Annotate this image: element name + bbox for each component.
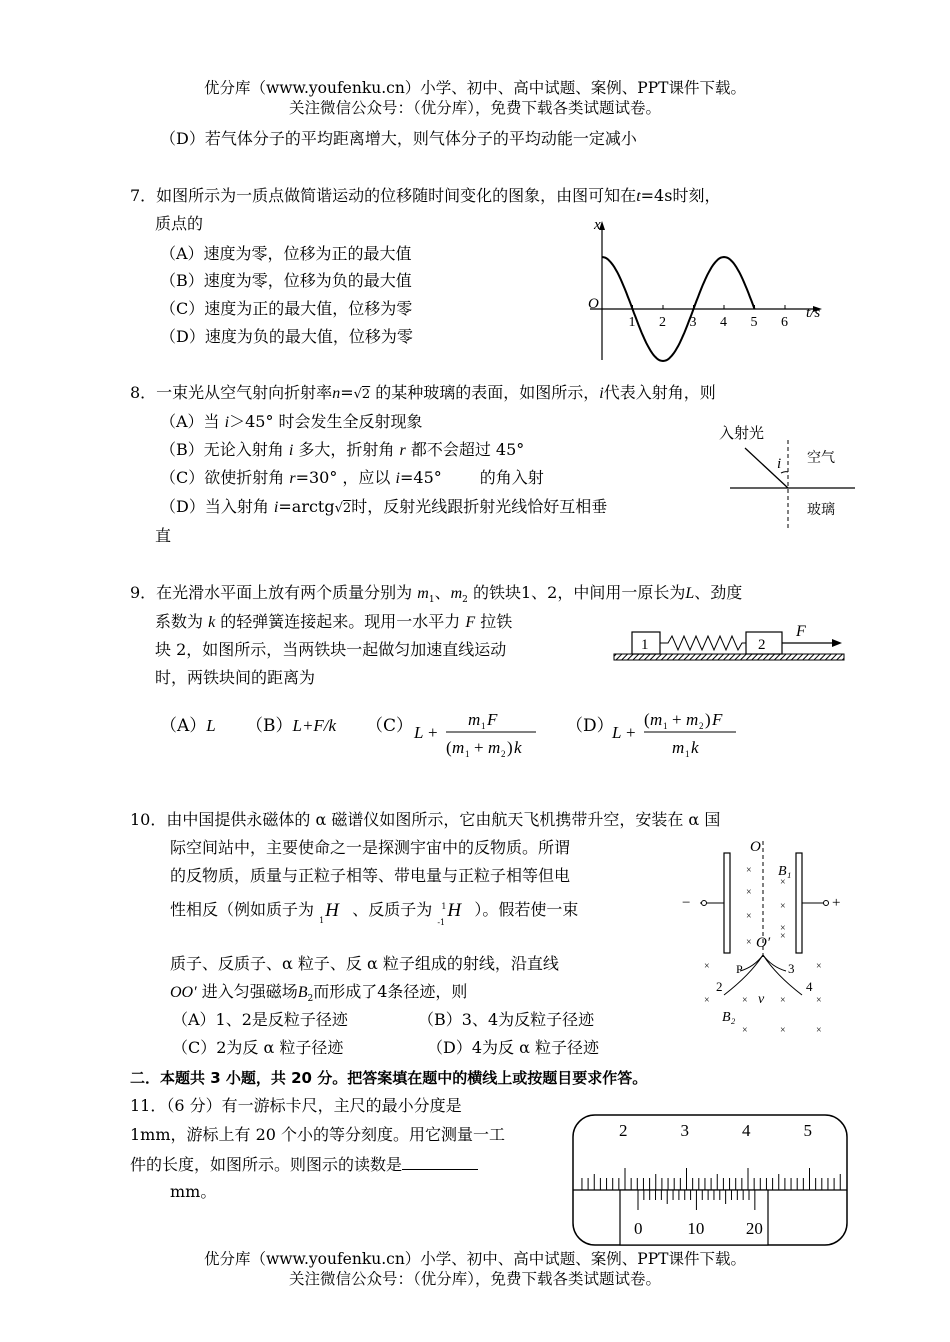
svg-text:m: m [452,738,465,757]
svg-text:k: k [691,738,699,757]
q7-tick-label: 4 [720,315,727,330]
q9-line1: 9．在光滑水平面上放有两个质量分别为 $m_1$、$m_2$ 的铁块1、2，中间用一原长为L、劲度 [130,583,743,606]
q9-option-c-formula [410,705,540,761]
q8-refraction-figure [705,420,865,530]
q7-x-axis-label: t/s [806,305,821,321]
q7-option-d: （D）速度为负的最大值，位移为零 [160,327,413,346]
svg-text:m: m [488,738,501,757]
q8-option-c: （C）欲使折射角 r=30° ，应以 i=45° 的角入射 [160,468,544,487]
q10-field-cross: × [816,961,822,972]
svg-text:): ) [705,710,711,729]
main-scale-label: 2 [619,1121,628,1140]
q10-field-cross: × [780,877,786,888]
q10-field-cross: × [780,931,786,942]
svg-text:(: ( [446,738,452,757]
q10-track-3: 3 [788,961,795,976]
q8-stem: 8．一束光从空气射向折射率n=√2 的某种玻璃的表面，如图所示，i代表入射角，则 [130,383,716,402]
svg-text:(: ( [644,710,650,729]
svg-text:k: k [514,738,522,757]
svg-text:1: 1 [685,749,690,759]
svg-text:+: + [672,710,682,729]
q10-field-cross: × [746,887,752,898]
main-scale-label: 3 [680,1121,689,1140]
footer-line-2: 关注微信公众号：（优分库），免费下载各类试题试卷。 [288,1270,661,1288]
q10-field-cross: × [704,961,710,972]
svg-text:1: 1 [465,749,470,759]
q9-block1-label: 1 [641,637,649,653]
svg-text:2: 2 [501,749,506,759]
q10-line6: OO′ 进入匀强磁场$B_2$而形成了4条径迹，则 [170,982,468,1005]
svg-text:F: F [712,710,723,729]
q11-line2: 1mm，游标上有 20 个小的等分刻度。用它测量一工 [130,1125,506,1144]
svg-text:): ) [507,738,513,757]
q9-spring-figure [610,620,850,668]
q11-line4: mm。 [170,1182,217,1201]
q7-stem: 7．如图所示为一质点做简谐运动的位移随时间变化的图象，由图可知在t=4s时刻， [130,186,721,205]
q10-line3: 的反物质，质量与正粒子相等、带电量与正粒子相等但电 [170,866,571,885]
main-scale-label: 5 [803,1121,812,1140]
q7-option-a: （A）速度为零，位移为正的最大值 [160,244,412,263]
q9-option-d-formula [610,705,740,761]
q8-air-label: 空气 [807,451,835,466]
q7-option-c: （C）速度为正的最大值，位移为零 [160,299,413,318]
q10-option-b: （B）3、4为反粒子径迹 [418,1010,595,1029]
q10-field-cross: × [742,1025,748,1036]
q9-line4: 时，两铁块间的距离为 [155,668,316,687]
q10-field-cross: × [780,923,786,934]
q7-option-b: （B）速度为零，位移为负的最大值 [160,271,412,290]
svg-text:F: F [487,710,498,729]
q10-field-cross: × [816,995,822,1006]
vernier-label: 10 [687,1219,705,1238]
q10-field-cross: × [780,1025,786,1036]
q8-angle-label: i [777,456,782,472]
q10-Oprime-label: O′ [756,935,771,951]
q8-option-d-line2: 直 [155,526,172,545]
header-line-2: 关注微信公众号：（优分库），免费下载各类试题试卷。 [288,99,661,117]
q10-line5: 质子、反质子、α 粒子、反 α 粒子组成的射线，沿直线 [170,954,559,973]
q10-track-2: 2 [716,979,723,994]
q7-origin-label: O [588,296,599,312]
q10-field-cross: × [746,911,752,922]
svg-text:L: L [414,723,424,742]
q10-B2-label: B₂ [722,1010,736,1025]
q11-line1: 11．（6 分）有一游标卡尺，主尺的最小分度是 [130,1096,462,1115]
svg-text:1: 1 [481,721,486,731]
q7-tick-label: 1 [628,315,636,330]
q7-tick-label: 6 [781,315,788,330]
q9-force-label: F [796,623,806,640]
q10-O-label: O [750,839,761,855]
svg-text:m: m [468,710,481,729]
q9-line2: 系数为 k 的轻弹簧连接起来。现用一水平力 F 拉铁 [155,612,513,631]
q10-line4: 性相反（例如质子为 1 H 、反质子为 -1 1 H ）。假若使一束 [170,899,579,927]
q10-spectrometer-figure [680,835,850,1040]
svg-text:m: m [650,710,663,729]
vernier-label: 0 [634,1219,643,1238]
q9-option-d-label: （D） [566,716,614,736]
q9-line3: 块 2，如图所示，当两铁块一起做匀加速直线运动 [155,640,507,659]
svg-text:+: + [626,723,636,742]
q10-option-a: （A）1、2是反粒子径迹 [172,1010,348,1029]
q10-field-cross: × [704,995,710,1006]
q10-B1-label: B₁ [778,864,792,879]
q10-line2: 际空间站中，主要使命之一是探测宇宙中的反物质。所谓 [170,838,571,857]
q8-option-a: （A）当 i＞45° 时会发生全反射现象 [160,412,423,431]
q8-incident-label: 入射光 [719,426,765,442]
svg-text:m: m [686,710,699,729]
q10-field-cross: × [746,937,752,948]
q7-tick-label: 5 [750,315,758,330]
q11-answer-blank[interactable] [402,1153,478,1170]
q7-shm-graph [580,215,830,365]
q10-field-cross: × [816,1025,822,1036]
q10-v-label: v [758,992,765,1007]
svg-text:L: L [612,723,622,742]
q10-field-cross: × [742,995,748,1006]
q8-option-d: （D）当入射角 i=arctg√2时，反射光线跟折射光线恰好互相垂 [160,497,608,516]
q7-y-axis-label: x [594,217,601,233]
q7-tick-label: 2 [659,315,666,330]
header-line-1: 优分库（www.youfenku.cn）小学、初中、高中试题、案例、PPT课件下载。 [203,79,747,97]
q9-option-b: （B）L+F/k [246,716,337,736]
q10-plus-terminal: + [832,895,841,911]
q7-tick-label: 3 [689,315,697,330]
q8-glass-label: 玻璃 [807,503,835,518]
svg-text:+: + [428,723,438,742]
q11-vernier-caliper [570,1112,850,1252]
svg-text:2: 2 [699,721,704,731]
q10-field-cross: × [746,865,752,876]
q11-line3: 件的长度，如图所示。则图示的读数是 [130,1153,478,1175]
vernier-label: 20 [745,1219,763,1238]
svg-text:1: 1 [663,721,668,731]
q8-option-b: （B）无论入射角 i 多大，折射角 r 都不会超过 45° [160,440,525,459]
q10-minus-terminal: − [682,895,691,911]
q10-option-c: （C）2为反 α 粒子径迹 [172,1038,344,1057]
q10-P-label: P [736,962,743,976]
q9-option-c-label: （C） [366,716,414,736]
q7-stem-line2: 质点的 [155,214,204,233]
q10-field-cross: × [780,901,786,912]
q9-block2-label: 2 [758,637,766,653]
q10-field-cross: × [780,995,786,1006]
svg-text:m: m [672,738,685,757]
svg-text:+: + [474,738,484,757]
q10-line1: 10．由中国提供永磁体的 α 磁谱仪如图所示，它由航天飞机携带升空，安装在 α 国 [130,810,721,829]
q10-option-d: （D）4为反 α 粒子径迹 [427,1038,599,1057]
q6-option-d: （D）若气体分子的平均距离增大，则气体分子的平均动能一定减小 [160,129,637,148]
footer-line-1: 优分库（www.youfenku.cn）小学、初中、高中试题、案例、PPT课件下载。 [203,1250,747,1268]
section2-heading: 二．本题共 3 小题，共 20 分。把答案填在题中的横线上或按题目要求作答。 [130,1069,648,1087]
main-scale-label: 4 [742,1121,751,1140]
q9-option-a: （A）L [160,716,216,736]
q10-track-4: 4 [806,979,813,994]
